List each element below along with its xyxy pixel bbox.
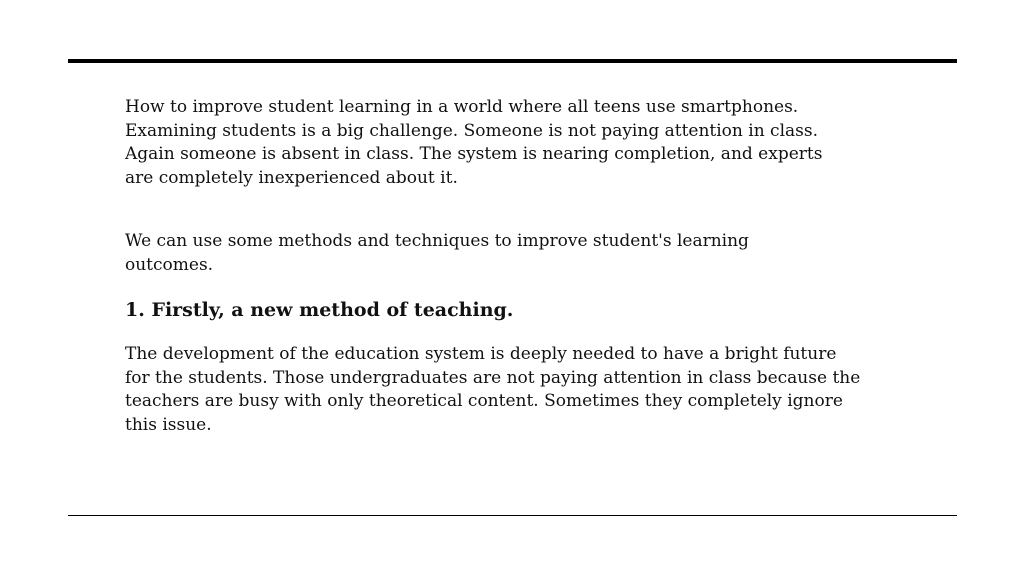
top-divider [68,59,957,63]
document-body [125,96,865,437]
intro-paragraph: How to improve student learning in a world where all teens use smartphones. Examining students is a big challenge. Someone is not paying attention in class. Again someone is absent in class. The system is nearing completion, and experts are completely inexperienced about it. [125,97,823,188]
methods-paragraph: We can use some methods and techniques to improve student's learning outcomes. [125,231,749,275]
bottom-divider [68,515,957,516]
section-paragraph: The development of the education system is deeply needed to have a bright future for the students. Those undergraduates are not paying attention in class because the teachers are busy with only theoretical content. Sometimes they completely ignore this issue. [125,344,861,435]
section-heading: 1. Firstly, a new method of teaching. [125,299,514,321]
